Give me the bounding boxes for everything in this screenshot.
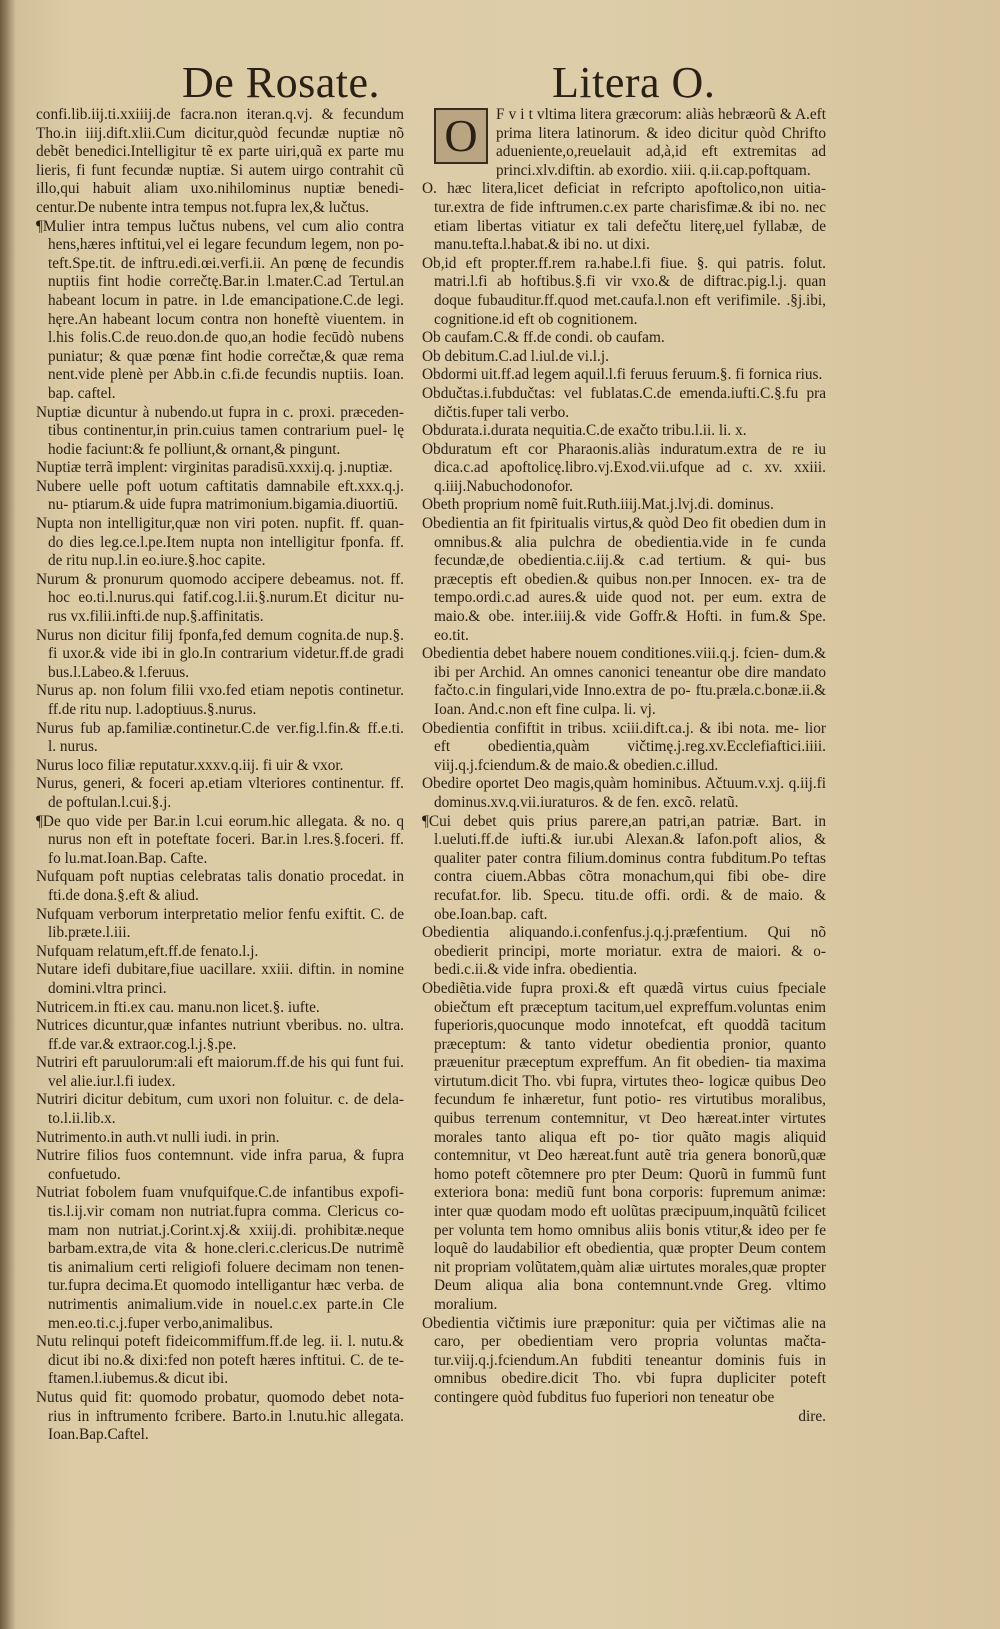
index-entry: ¶De quo vide per Bar.in l.cui eorum.hic allegata. & no. q nurus non eft in poteftate foceri. Bar.in l.res.§.foceri. ff. fo lu.mat.Ioan.Bap. Cafte. bbox=[36, 812, 404, 867]
index-entry: Obedientia confiftit in tribus. xciii.dift.ca.j. & ibi nota. me- lior eft obedientia,quàm vičtimę.j.reg.xv.Ecclefiaftici.iiii. viij.q.j.fciendum.& de maio.& obedien.c.illud. bbox=[422, 719, 826, 774]
decorated-initial-o: O bbox=[434, 108, 488, 164]
index-entry: Nutriat fobolem fuam vnufquifque.C.de infantibus expofi- tis.l.ij.vir comam non nutriat.fupra comma. Clericus co- mam non nutriat.j.Corint.xj.& xxiij.di. prohibitæ.neque barbam.extra,de vita & hone.cleri.c.clericus.De nutrimẽ tis animalium certi religiofi foluere decimam non tenen- tur.fupra decima.Et quomodo intelligantur hæc verba. de nutrimentis animalium.vide in nouel.c.ex parte.in Cle men.eo.ti.c.j.fuper verbo,animalibus. bbox=[36, 1184, 404, 1332]
index-entry: Nuptiæ terrã implent: virginitas paradisū.xxxij.q. j.nuptiæ. bbox=[36, 459, 393, 477]
index-entry: Nurum & pronurum quomodo accipere debeamus. not. ff. hoc eo.ti.l.nurus.qui fatif.cog.l.ii.§.nurum.Et dicitur nu- rus vx.filii.infti.de nup.§.affinitatis. bbox=[36, 570, 404, 626]
index-entry: Nutrimento.in auth.vt nulli iudi. in prin. bbox=[36, 1128, 280, 1146]
index-entry: Obdučtas.i.fubdučtas: vel fublatas.C.de emenda.iufti.C.§.fu pra dičtis.fuper tali verbo. bbox=[422, 384, 826, 421]
index-entry: Nufquam relatum,eft.ff.de fenato.l.j. bbox=[36, 942, 259, 960]
index-entry: Obedientia debet habere nouem conditiones.viii.q.j. fcien- dum.& ibi per Archid. An omnes canonici teneantur obe dire mandato fačto.c.in fingulari,vide Inno.extra de po- ftu.præla.c.bonæ.ii.& Ioan. And.c.non eft fine culpa. li. vj. bbox=[422, 645, 826, 718]
index-entry: Obediẽtia.vide fupra proxi.& eft quædã virtus cuius fpeciale obiečtum eft præceptum tacitum,uel expreffum.voluntas enim fuperioris,quocunque modo innotefcat, eft quoddã tacitum præceptum: & tanto videtur obedientia pronior, quanto præuenitur præceptum expreffum. An fit obedien- tia maxima virtutum.dicit Tho. vbi fupra, virtutes theo- logicæ quibus Deo fecundum fe inhæretur, funt potio- res virtutibus moralibus, quibus terrenum contemnitur, vt Deo hæreat.inter virtutes morales tanto aliqua eft po- tior quãto magis aliquid contemnitur, vt Deo hæreat.funt autẽ tria genera bonorũ,quæ homo poteft cõtemnere pro pter Deum: Quorũ in fummũ funt exteriora bona: mediũ funt bona corporis: fupremum animæ: inter quæ quodam modo eft uolũtas præcipuum,inquãtũ fcilicet per volunta tem homo omnibus aliis bonis vtitur,& ideo per fe loquẽ do laudabilior eft obedientia, quæ propter Deum contem nit propriam volũtatem,quàm aliæ uirtutes morales,quæ propter Deum aliqua alia bona contemnunt.vnde Greg. vltimo moralium. bbox=[422, 979, 826, 1313]
right-entry-list bbox=[422, 180, 826, 1407]
index-entry: ¶Mulier intra tempus lučtus nubens, vel cum alio contra hens,hæres inftitui,vel ei legare fecundum legem, non po- teft.Spe.tit. de inftru.edi.œi.verfi.ii. An pœnę de fecundis nuptiis fint hodie correčtę.Bar.in l.mater.C.ad Tertul.an habeant locum in patre. in l.de emancipatione.C.de legi. hęre.An habeant locum contra non honeftè viuentem. in l.his folis.C.de reuo.don.de quo,an hodie fecūdò nubens puniatur; & quæ pœnæ fint hodie correčtæ,& quæ rema nent.vide plenè per Abb.in c.fi.de fecundis nuptiis. Ioan. bap. caftel. bbox=[36, 217, 404, 402]
index-entry: Obdurata.i.durata nequitia.C.de exačto tribu.l.ii. li. x. bbox=[422, 422, 747, 440]
left-entry-list bbox=[36, 218, 404, 1445]
index-entry: Obduratum eft cor Pharaonis.aliàs induratum.extra de re iu dica.c.ad apoftolicę.libro.vj.Exod.vii.ufque ad c. xv. xxiii. q.iiij.Nabuchodonofor. bbox=[422, 440, 826, 495]
running-header-left: De Rosate. bbox=[182, 58, 381, 107]
index-entry: Obdormi uit.ff.ad legem aquil.l.fi feruus feruum.§. fi fornica rius. bbox=[422, 366, 823, 384]
index-entry: Nupta non intelligitur,quæ non viri poten. nupfit. ff. quan- do dies leg.ce.l.pe.Item nupta non intelligitur fponfa. ff. de ritu nup.l.in eo.iure.§.hoc capite. bbox=[36, 515, 404, 570]
index-entry: Nubere uelle poft uotum caftitatis damnabile eft.xxx.q.j. nu- ptiarum.& uide fupra matrimonium.bigamia.diuortiū. bbox=[36, 477, 404, 514]
index-entry: Nutu relinqui poteft fideicommiffum.ff.de leg. ii. l. nutu.& dicut ibi no.& dixi:fed non poteft hæres inftitui. C. de te- ftamen.l.iubemus.& dicut ibi. bbox=[36, 1333, 404, 1388]
index-entry: Nurus ap. non folum filii vxo.fed etiam nepotis continetur. ff.de ritu nup. l.adoptiuus.§.nurus. bbox=[36, 682, 404, 718]
index-entry: Nurus fub ap.familiæ.continetur.C.de ver.fig.l.fin.& ff.e.ti. l. nurus. bbox=[36, 719, 404, 756]
index-entry: Nurus non dicitur filij fponfa,fed demum cognita.de nup.§. fi uxor.& vide ibi in glo.In contrarium videtur.ff.de gradi bus.l.Labeo.& l.feruus. bbox=[36, 626, 404, 681]
index-entry: Obedientia aliquando.i.confenfus.j.q.j.præfentium. Qui nõ obedierit principi, morte moriatur. extra de maiori. & o- bedi.c.ii.& vide infra. obedientia. bbox=[422, 924, 826, 979]
index-entry: Nutriri eft paruulorum:ali eft maiorum.ff.de his qui funt fui. vel alie.iur.l.fi iudex. bbox=[36, 1054, 404, 1090]
index-entry: Nutricem.in fti.ex cau. manu.non licet.§. iufte. bbox=[36, 998, 320, 1016]
index-entry: Nuptiæ dicuntur à nubendo.ut fupra in c. proxi. præceden- tibus continentur,in prin.cuius tamen contrarium puel- lę hodie faciunt:& fe polliunt,& ornant,& pingunt. bbox=[36, 403, 404, 458]
running-header-right: Litera O. bbox=[552, 58, 716, 107]
index-entry: Nutrices dicuntur,quæ infantes nutriunt vberibus. no. ultra. ff.de var.& extraor.cog.l.j.§.pe. bbox=[36, 1017, 404, 1053]
left-column-intro: confi.lib.iij.ti.xxiiij.de facra.non iteran.q.vj. & fecundum Tho.in iiij.dift.xlii.Cum dicitur,quòd fecundæ nuptiæ nõ debẽt benedici.Intelligitur tẽ ex parte uiri,quã ex parte mu lieris, fi funt fecundæ nuptiæ. Si autem uirgo contrahit cũ illo,qui habuit aliam uxo.nihilominus nuptiæ benedi- centur.De nubente intra tempus not.fupra lex,& lučtus. bbox=[36, 106, 404, 216]
intro-text: F v i t vltima litera græcorum: aliàs hebræorũ & A.eft prima litera latinorum. & ideo dicitur quòd Chrifto adueniente,o,reuelauit ad,à,id eft extremitas ad princi.xlv.diftin. ab exordio. xiii. q.ii.cap.poftquam. bbox=[496, 106, 826, 179]
right-column-intro bbox=[422, 106, 826, 180]
right-column-final-line: dire. bbox=[798, 1407, 826, 1425]
index-entry: Nutriri dicitur debitum, cum uxori non foluitur. c. de dela- to.l.ii.lib.x. bbox=[36, 1091, 404, 1128]
index-entry: Nutus quid fit: quomodo probatur, quomodo debet nota- rius in inftrumento fcribere. Barto.in l.nutu.hic allegata. Ioan.Bap.Caftel. bbox=[36, 1388, 404, 1444]
index-entry: Obedientia vičtimis iure præponitur: quia per vičtimas alie na caro, per obedientiam vero propria voluntas mačta- tur.viij.q.j.fciendum.An fubditi teneantur dominis fuis in omnibus obedire.dicit Tho. vbi fupra dupliciter poteft contingere quòd fubditus fuo fuperiori non teneatur obe bbox=[422, 1314, 826, 1406]
index-entry: Nutare idefi dubitare,fiue uacillare. xxiii. diftin. in nomine domini.vltra princi. bbox=[36, 961, 404, 997]
index-entry: Obeth proprium nomẽ fuit.Ruth.iiij.Mat.j.lvj.di. dominus. bbox=[422, 496, 774, 514]
index-entry: Nurus loco filiæ reputatur.xxxv.q.iij. fi uir & vxor. bbox=[36, 756, 344, 774]
index-entry: Ob,id eft propter.ff.rem ra.habe.l.fi fiue. §. qui patris. folut. matri.l.fi ab hoftibus.§.fi vir vxo.& de diftrac.pig.l.j. quan doque fubauditur.ff.quod met.caufa.l.non eft verifimile. .§j.ibi, cognitione.id eft ob cognitionem. bbox=[422, 254, 826, 328]
index-entry: Obedientia an fit fpiritualis virtus,& quòd Deo fit obedien dum in omnibus.& alia pulchra de obedientia.vide in fe cunda fecundæ,de obedientia.c.iij.& c.ad tertium. & qui- bus præceptis eft obedien.& quibus non.per Innocen. ex- tra de tempo.ordi.c.ad aures.& uide quod not. per eum. extra de maio.& obe. inter.iiij.& vide Goffr.& Hofti. in fum.& Spe. eo.tit. bbox=[422, 515, 826, 644]
index-entry: Ob caufam.C.& ff.de condi. ob caufam. bbox=[422, 329, 665, 347]
index-entry: Nutrire filios fuos contemnunt. vide infra parua, & fupra confuetudo. bbox=[36, 1147, 404, 1183]
right-column bbox=[422, 106, 826, 1426]
index-entry: Nufquam poft nuptias celebratas talis donatio procedat. in fti.de dona.§.eft & aliud. bbox=[36, 868, 404, 904]
book-gutter bbox=[0, 0, 16, 1629]
index-entry: Ob debitum.C.ad l.iul.de vi.l.j. bbox=[422, 347, 609, 365]
index-entry: Obedire oportet Deo magis,quàm hominibus. Ačtuum.v.xj. q.iij.fi dominus.xv.q.vii.iuraturos. & de fen. excõ. relatũ. bbox=[422, 775, 826, 811]
index-entry: ¶Cui debet quis prius parere,an patri,an patriæ. Bart. in l.ueluti.ff.de iufti.& iur.ubi Alexan.& Iafon.poft alios, & qualiter pater contra filium.dominus contra fubditum.Po teftas contra ciuem.Abbas cõtra monachum,qui fibi obe- dire recufat.for. lib. Specu. titu.de offi. ordi. & de maio. & obe.Ioan.bap. caft. bbox=[422, 812, 826, 923]
left-column bbox=[36, 106, 404, 1445]
index-entry: Nufquam verborum interpretatio melior fenfu exiftit. C. de lib.præte.l.iii. bbox=[36, 905, 404, 942]
index-entry: O. hæc litera,licet deficiat in refcripto apoftolico,non uitia- tur.extra de fide inftrumen.c.ex parte charisfimæ.& ibi no. nec etiam libertas vitiatur ex tali defečtu literę,uel fyllabæ, de manu.tefta.l.habat.& ibi no. ut dixi. bbox=[422, 180, 826, 254]
index-entry: Nurus, generi, & foceri ap.etiam vlteriores continentur. ff. de poftulan.l.cui.§.j. bbox=[36, 775, 404, 811]
